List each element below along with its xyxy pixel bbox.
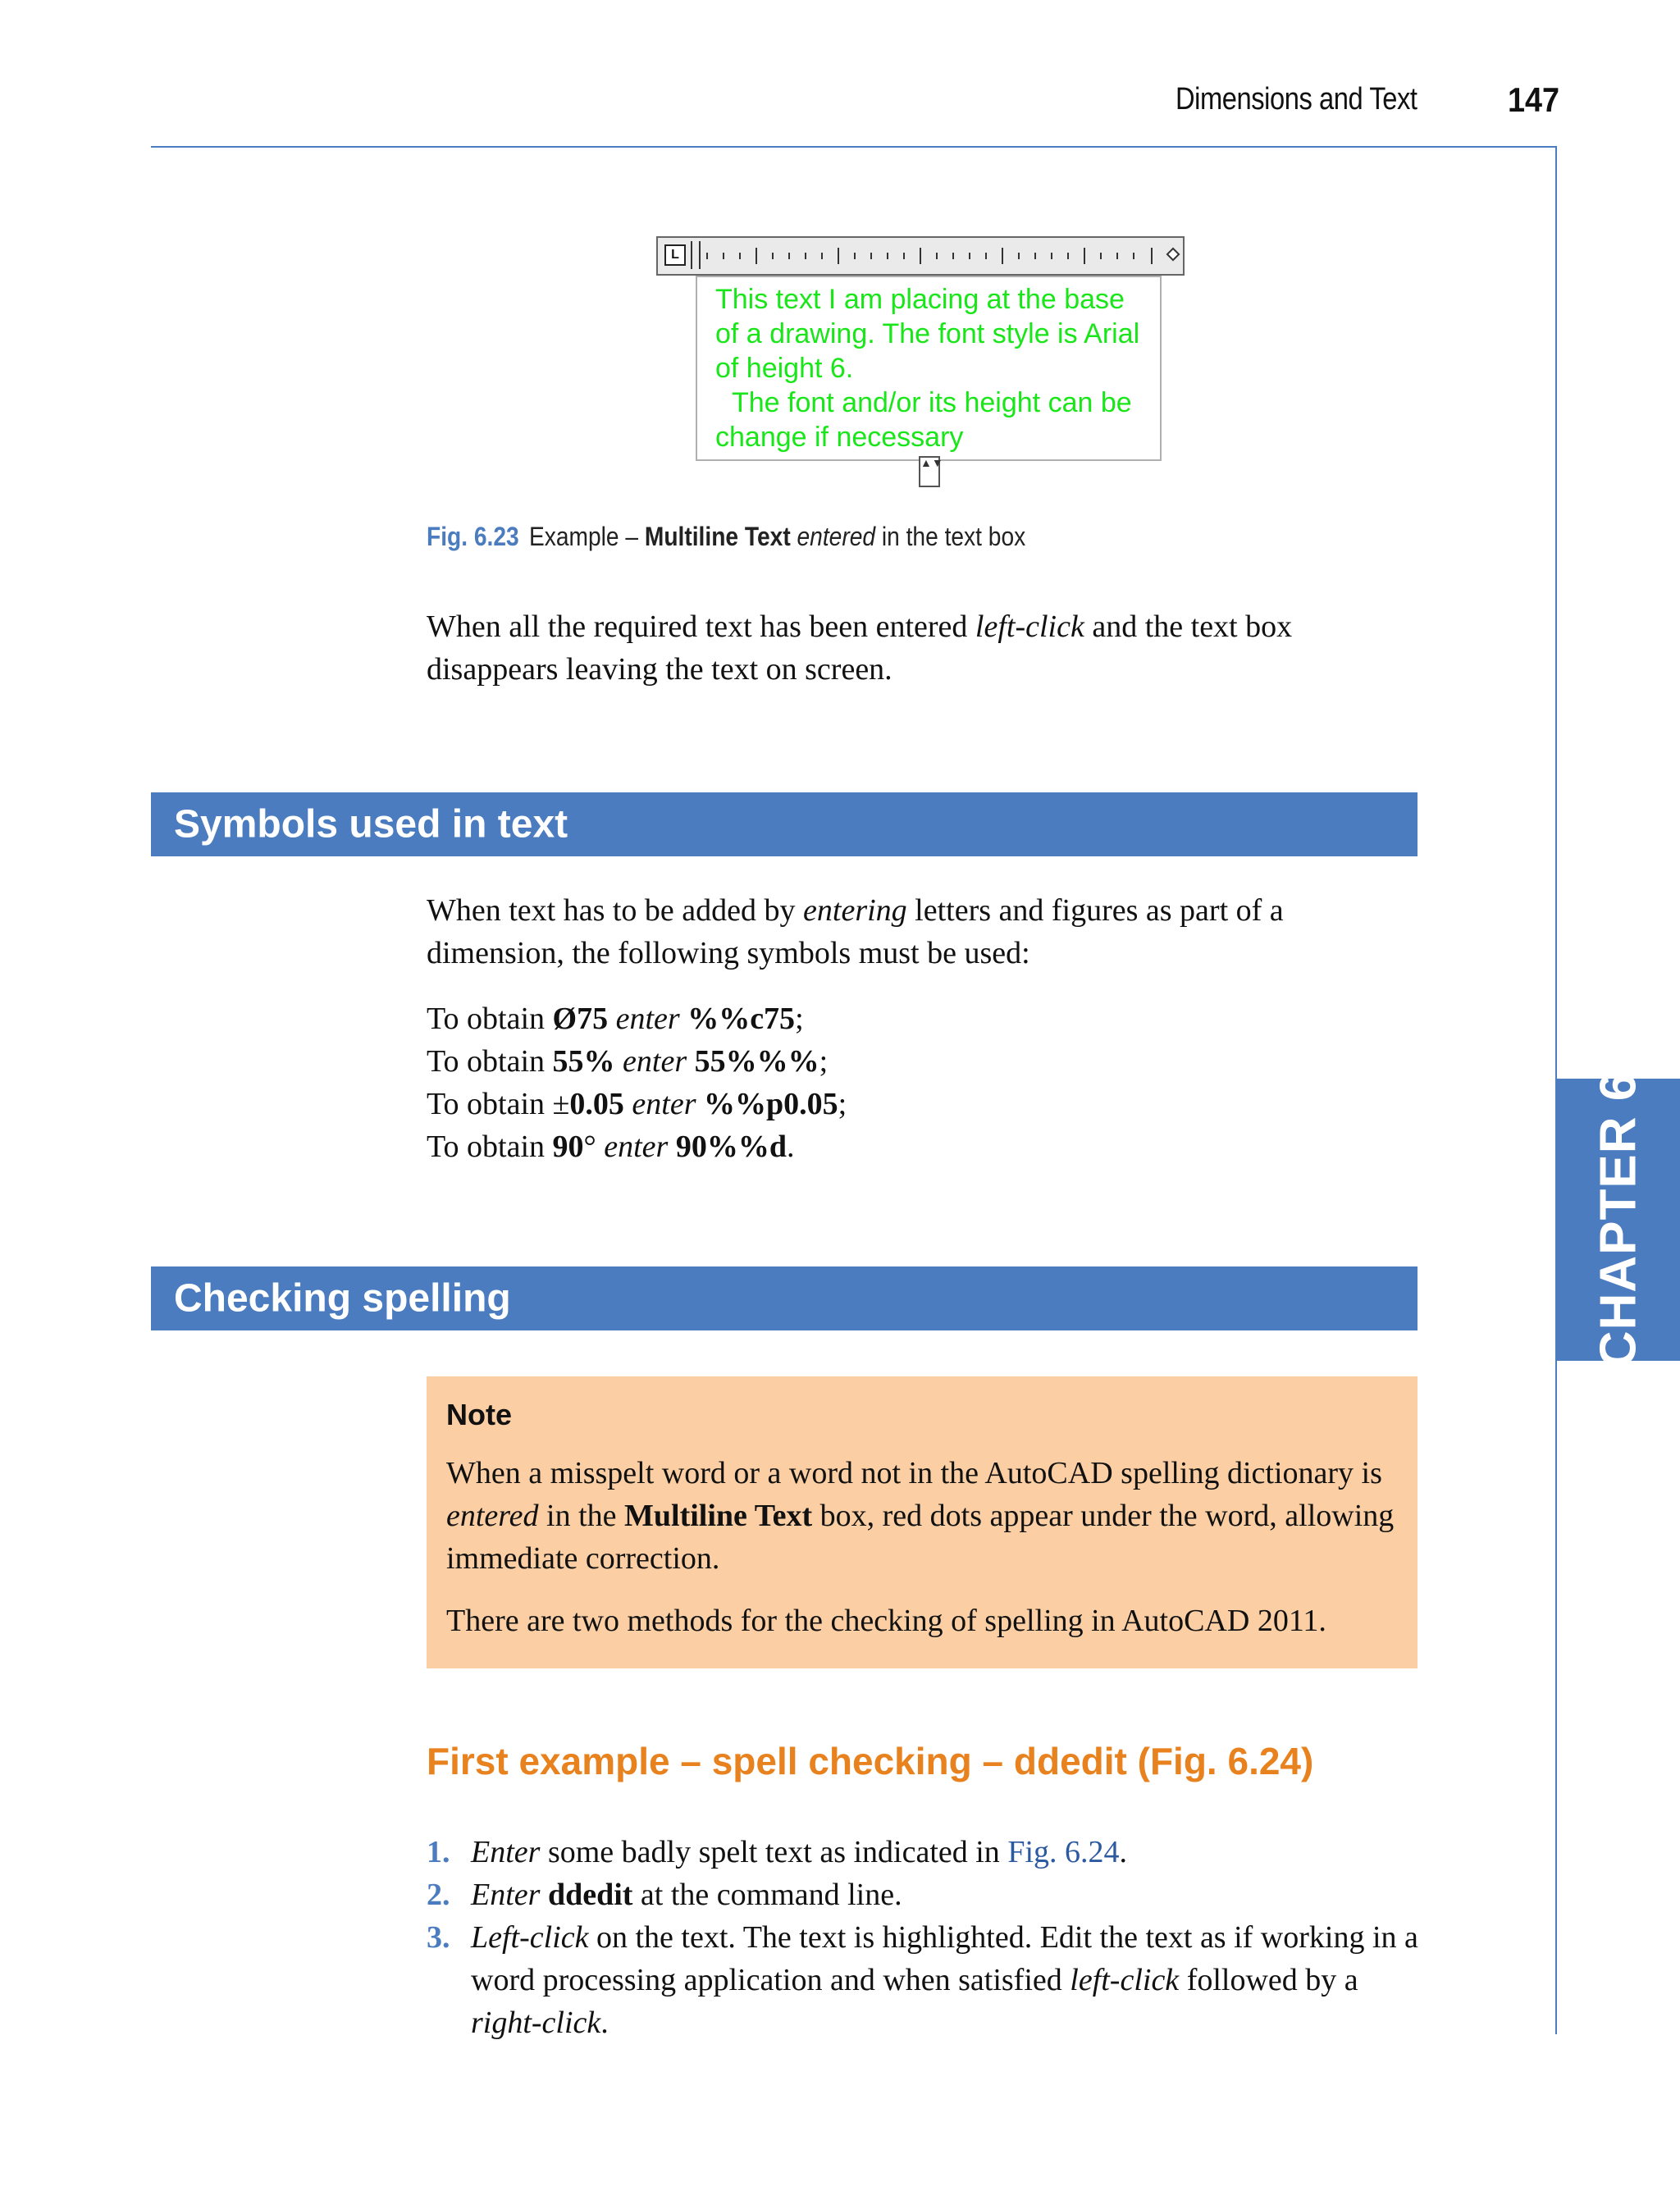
step-italic: Enter bbox=[471, 1878, 541, 1912]
symbol-enter: enter bbox=[614, 1044, 695, 1079]
paragraph-text: and the text box disappears leaving the text on screen. bbox=[427, 609, 1293, 687]
figure-text-line: of height 6. bbox=[715, 353, 854, 384]
symbol-end: ; bbox=[819, 1044, 829, 1079]
symbol-item bbox=[427, 1040, 847, 1083]
symbol-item bbox=[427, 1083, 847, 1125]
subsection-heading: First example – spell checking – ddedit (Fig. 6.24) bbox=[427, 1740, 1314, 1782]
symbols-paragraph bbox=[427, 889, 1411, 974]
symbol-result: 55% bbox=[552, 1044, 615, 1079]
figure-text-line: The font and/or its height can be bbox=[732, 387, 1132, 418]
step-item bbox=[427, 1873, 1427, 1916]
right-margin-marker-icon[interactable] bbox=[1166, 248, 1180, 262]
chapter-tab-label: CHAPTER 6 bbox=[1590, 1071, 1647, 1368]
note-box bbox=[427, 1376, 1418, 1668]
tab-stop-icon[interactable]: L bbox=[664, 244, 686, 266]
symbol-code: 90%%d bbox=[675, 1130, 787, 1164]
symbol-code: 55%%% bbox=[694, 1044, 819, 1079]
figure-text-line: change if necessary bbox=[715, 422, 964, 453]
paragraph-italic: left-click bbox=[975, 609, 1084, 644]
step-italic: left-click bbox=[1070, 1963, 1180, 1997]
step-text: some badly spelt text as indicated in bbox=[540, 1835, 1008, 1869]
step-italic: Left-click bbox=[471, 1920, 589, 1955]
symbol-result: 0.05 bbox=[569, 1087, 624, 1121]
paragraph-text: When all the required text has been entered bbox=[427, 609, 975, 644]
multiline-text-editor[interactable] bbox=[696, 276, 1162, 461]
step-text: followed by a bbox=[1179, 1963, 1358, 1997]
step-text bbox=[540, 1878, 548, 1912]
caption-text: in the text box bbox=[875, 522, 1026, 551]
caption-italic: entered bbox=[797, 522, 876, 551]
symbol-pre: To obtain bbox=[427, 1087, 553, 1121]
figure-multiline-text-box bbox=[656, 235, 1185, 494]
step-item bbox=[427, 1916, 1427, 2044]
symbol-code: %%p0.05 bbox=[703, 1087, 838, 1121]
section-heading: Checking spelling bbox=[174, 1276, 511, 1321]
symbol-end: ; bbox=[838, 1087, 847, 1121]
section-heading-bar bbox=[151, 1266, 1418, 1330]
step-text: on the text. The text is highlighted. Edit the text as if working in a word processing application and when satisfied bbox=[471, 1920, 1418, 1997]
section-heading: Symbols used in text bbox=[174, 802, 568, 847]
symbol-plusminus: ± bbox=[552, 1087, 570, 1121]
note-title: Note bbox=[446, 1398, 512, 1431]
step-text: at the command line. bbox=[632, 1878, 902, 1912]
symbol-enter: enter bbox=[623, 1087, 704, 1121]
figure-reference-link[interactable]: Fig. 6.24 bbox=[1007, 1835, 1120, 1869]
step-bold: ddedit bbox=[547, 1878, 633, 1912]
step-italic: Enter bbox=[471, 1835, 541, 1869]
caption-text: Example – bbox=[529, 522, 645, 551]
note-bold: Multiline Text bbox=[624, 1499, 813, 1533]
figure-caption bbox=[427, 522, 1025, 552]
symbol-item bbox=[427, 1125, 847, 1168]
step-number: 1. bbox=[427, 1835, 450, 1869]
text-ruler[interactable] bbox=[656, 236, 1185, 276]
step-number: 2. bbox=[427, 1878, 450, 1912]
symbol-result: 90 bbox=[552, 1130, 584, 1164]
header-rule bbox=[151, 146, 1557, 148]
note-text: When a misspelt word or a word not in the AutoCAD spelling dictionary is bbox=[446, 1456, 1382, 1490]
symbol-list bbox=[427, 997, 847, 1168]
note-italic: entered bbox=[446, 1499, 539, 1533]
page-number: 147 bbox=[1508, 80, 1560, 119]
symbol-enter: enter bbox=[608, 1002, 688, 1036]
figure-text-line: This text I am placing at the base bbox=[715, 284, 1125, 315]
symbol-code: %%c75 bbox=[687, 1002, 796, 1036]
symbol-end: ; bbox=[795, 1002, 804, 1036]
steps-list bbox=[427, 1831, 1427, 2044]
chapter-tab bbox=[1557, 1071, 1680, 1368]
section-heading-bar bbox=[151, 792, 1418, 856]
paragraph-text: letters and figures as part of a dimension, the following symbols must be used: bbox=[427, 893, 1284, 970]
step-italic: right-click bbox=[471, 2006, 601, 2040]
symbol-pre: To obtain bbox=[427, 1130, 553, 1164]
step-text: . bbox=[600, 2006, 609, 2040]
figure-text-line: of a drawing. The font style is Arial bbox=[715, 318, 1140, 349]
step-item bbox=[427, 1831, 1427, 1873]
resize-handle-icon[interactable]: ▲▼ bbox=[919, 456, 940, 487]
note-paragraph bbox=[446, 1452, 1398, 1580]
note-paragraph: There are two methods for the checking of spelling in AutoCAD 2011. bbox=[446, 1604, 1326, 1638]
symbol-result: Ø75 bbox=[552, 1002, 609, 1036]
intro-paragraph bbox=[427, 605, 1411, 691]
figure-number: Fig. 6.23 bbox=[427, 522, 519, 551]
symbol-pre: To obtain bbox=[427, 1044, 553, 1079]
symbol-enter: enter bbox=[596, 1130, 676, 1164]
symbol-item bbox=[427, 997, 847, 1040]
paragraph-italic: entering bbox=[803, 893, 907, 928]
symbol-end: . bbox=[786, 1130, 795, 1164]
ruler-ticks bbox=[699, 246, 1158, 266]
note-text: in the bbox=[538, 1499, 625, 1533]
running-header-title: Dimensions and Text bbox=[1176, 82, 1418, 116]
symbol-pre: To obtain bbox=[427, 1002, 553, 1036]
step-number: 3. bbox=[427, 1920, 450, 1955]
paragraph-text: When text has to be added by bbox=[427, 893, 804, 928]
caption-bold: Multiline Text bbox=[644, 522, 791, 551]
step-text: . bbox=[1119, 1835, 1128, 1869]
symbol-degree: ° bbox=[583, 1130, 596, 1164]
note-text: box, red dots appear under the word, allowing immediate correction. bbox=[446, 1499, 1395, 1576]
